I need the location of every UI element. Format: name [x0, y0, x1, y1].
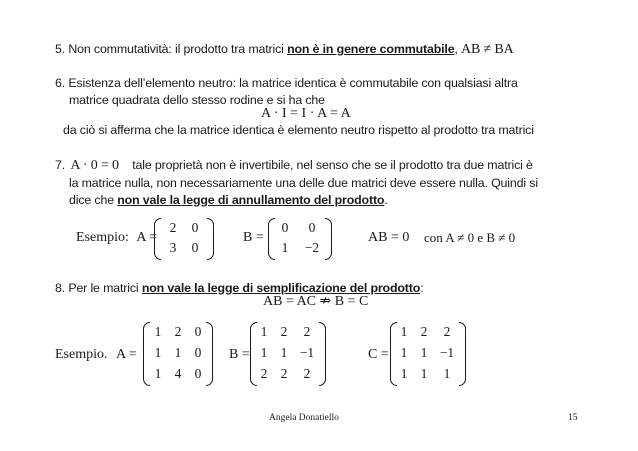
footer-author: Angela Donatiello — [269, 413, 339, 423]
matrix-cell: 0 — [308, 220, 316, 235]
matrix-cell: −1 — [439, 345, 455, 360]
matrix-cell: −2 — [304, 240, 320, 255]
matrix-cell: 1 — [154, 366, 162, 381]
item-8-line-1: 8. Per le matrici non vale la legge di semplificazione del prodotto: — [55, 281, 424, 295]
example-8-b-label: B = — [229, 347, 250, 362]
matrix-a-3x3 — [143, 322, 213, 386]
matrix-cell: 0 — [194, 345, 202, 360]
example-7-b-label: B = — [243, 230, 264, 245]
item-5-formula: AB ≠ BA — [461, 42, 514, 57]
matrix-cell: 2 — [174, 324, 182, 339]
item-8-formula: AB = AC ⇏ B = C — [263, 294, 369, 309]
matrix-b-3x3 — [250, 322, 326, 386]
example-7-result: AB = 0 — [368, 230, 410, 245]
matrix-b-2x2 — [268, 218, 332, 260]
item-5-emphasis: non è in genere commutabile — [287, 42, 455, 56]
item-7-formula: A · 0 = 0 — [70, 158, 119, 173]
matrix-cell: 1 — [400, 324, 408, 339]
right-parenthesis — [207, 218, 214, 260]
matrix-c-3x3 — [390, 322, 466, 386]
matrix-cell: 2 — [443, 324, 451, 339]
item-7-emphasis: non vale la legge di annullamento del prodotto — [117, 193, 385, 207]
page-number: 15 — [568, 413, 578, 423]
matrix-a-2x2 — [154, 218, 214, 260]
example-8-c-label: C = — [368, 347, 389, 362]
matrix-cell: 1 — [260, 345, 268, 360]
example-7-conclusion: con A ≠ 0 e B ≠ 0 — [424, 230, 516, 245]
item-6-line-3: da ciò si afferma che la matrice identica è elemento neutro rispetto al prodotto tra matrici — [63, 123, 534, 137]
matrix-cell: 0 — [194, 324, 202, 339]
matrix-cell: 1 — [420, 345, 428, 360]
matrix-cell: 3 — [169, 240, 177, 255]
item-6-line-2: matrice quadrata dello stesso rodine e si ha che — [69, 93, 325, 107]
item-8-emphasis: non vale la legge di semplificazione del prodotto — [141, 281, 421, 295]
matrix-cell: 1 — [400, 345, 408, 360]
right-parenthesis — [325, 218, 332, 260]
matrix-cell: 1 — [280, 345, 288, 360]
item-6-formula: A · I = I · A = A — [261, 106, 351, 121]
matrix-cell: 0 — [191, 240, 199, 255]
matrix-cell: 1 — [443, 366, 451, 381]
matrix-cell: 1 — [174, 345, 182, 360]
matrix-cell: 1 — [281, 240, 289, 255]
matrix-cell: 2 — [420, 324, 428, 339]
example-7-label: Esempio: A = — [76, 230, 158, 245]
right-parenthesis — [206, 322, 213, 386]
right-parenthesis — [459, 322, 466, 386]
matrix-cell: 1 — [154, 345, 162, 360]
matrix-cell: 0 — [191, 220, 199, 235]
matrix-cell: 1 — [260, 324, 268, 339]
matrix-cell: −1 — [299, 345, 315, 360]
matrix-cell: 2 — [280, 324, 288, 339]
item-7-line-3: dice che non vale la legge di annullamento del prodotto. — [69, 193, 388, 207]
matrix-cell: 4 — [174, 366, 182, 381]
matrix-cell: 2 — [169, 220, 177, 235]
matrix-cell: 2 — [260, 366, 268, 381]
matrix-cell: 1 — [154, 324, 162, 339]
matrix-cell: 2 — [303, 366, 311, 381]
matrix-cell: 2 — [303, 324, 311, 339]
item-7-line-2: la matrice nulla, non necessariamente una delle due matrici deve essere nulla. Quindi si — [69, 176, 538, 190]
example-8-label: Esempio. A = — [55, 347, 137, 362]
matrix-cell: 1 — [400, 366, 408, 381]
matrix-cell: 0 — [194, 366, 202, 381]
matrix-cell: 0 — [281, 220, 289, 235]
matrix-cell: 1 — [420, 366, 428, 381]
matrix-cell: 2 — [280, 366, 288, 381]
item-7-line-1: 7. A · 0 = 0 tale proprietà non è invertibile, nel senso che se il prodotto tra due matrici è — [55, 158, 533, 173]
item-5: 5. Non commutatività: il prodotto tra matrici non è in genere commutabile, AB ≠ BA — [55, 42, 514, 57]
item-6-line-1: 6. Esistenza dell’elemento neutro: la matrice identica è commutabile con qualsiasi altra — [55, 76, 518, 90]
left-parenthesis — [154, 218, 161, 260]
right-parenthesis — [319, 322, 326, 386]
